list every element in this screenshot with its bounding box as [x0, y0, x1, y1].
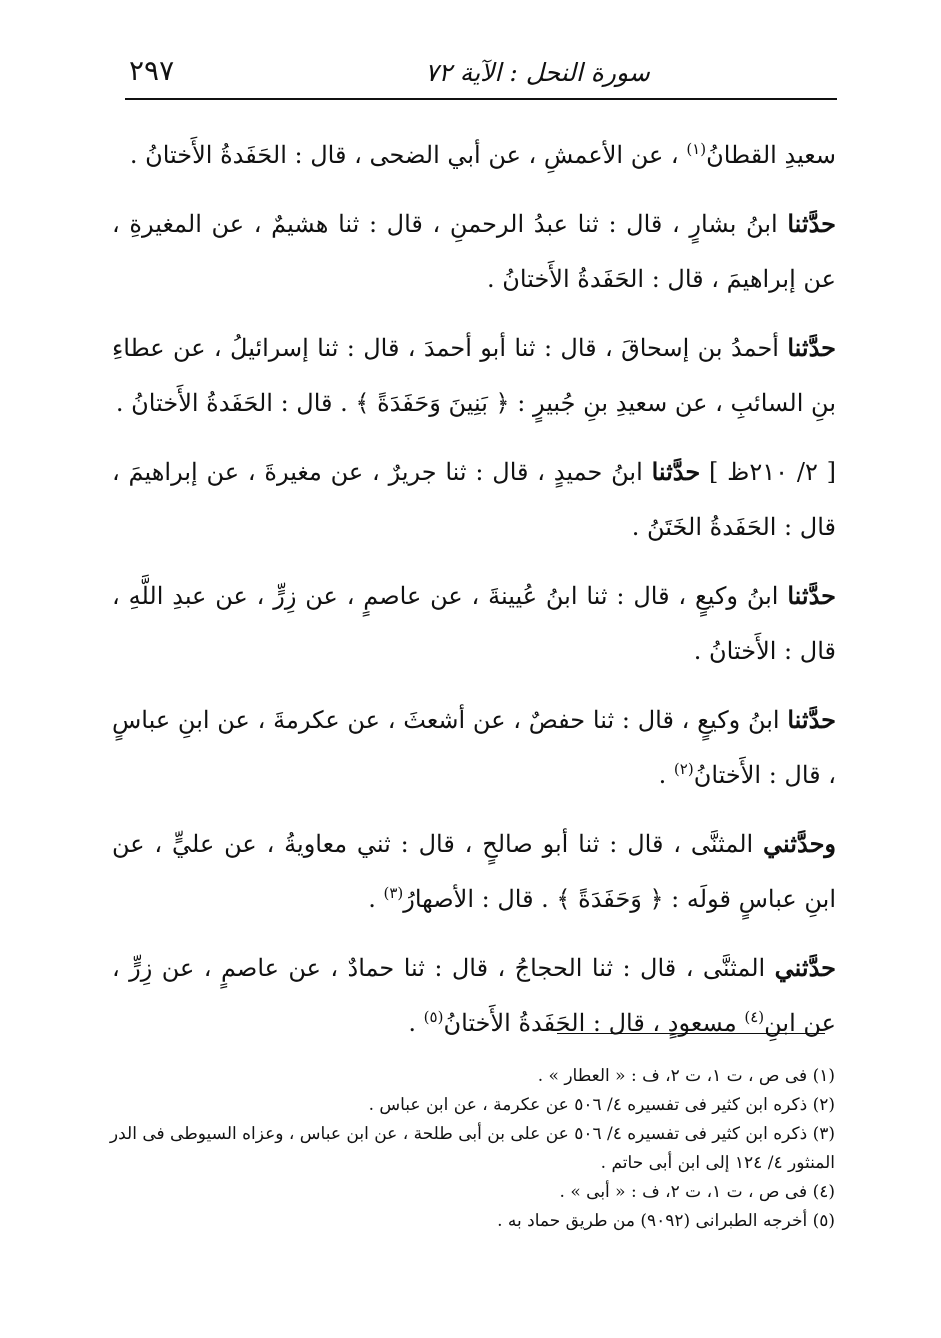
paragraph-4 — [112, 444, 836, 555]
footnote-ref: (٥) — [423, 1008, 444, 1026]
paragraph-tail: . — [368, 885, 384, 913]
paragraph-text: ابنُ وكيعٍ ، قال : ثنا حفصٌ ، عن أشعثَ ، عن عكرمةَ ، عن ابنِ عباسٍ ، قال : الأَختانُ — [112, 706, 836, 789]
paragraph-5 — [112, 568, 836, 679]
footnote-ref: (٤) — [744, 1008, 765, 1026]
isnad-lead: حدَّثنا — [787, 209, 836, 238]
paragraph-tail: . — [408, 1009, 424, 1037]
paragraph-tail: . — [658, 761, 674, 789]
paragraph-text: المثنَّى ، قال : ثنا الحجاجُ ، قال : ثنا حمادٌ ، عن عاصمٍ ، عن زِرٍّ ، عن ابنِ — [112, 954, 836, 1037]
isnad-lead: حدَّثنا — [787, 581, 836, 610]
page-header — [125, 52, 837, 100]
header-divider — [125, 98, 837, 100]
isnad-lead: حدَّثنا — [787, 705, 837, 734]
footnote-divider — [557, 1033, 825, 1034]
paragraph-tail: ، عن الأعمشِ ، عن أبي الضحى ، قال : الحَفَدةُ الأَختانُ . — [129, 141, 687, 169]
running-title: سورة النحل : الآية ٧٢ — [425, 58, 650, 87]
page-number: ٢٩٧ — [129, 54, 175, 87]
paragraph-text: ابنُ وكيعٍ ، قال : ثنا ابنُ عُيينةَ ، عن عاصمٍ ، عن زِرٍّ ، عن عبدِ اللَّهِ ، قال : الأَختانُ . — [112, 582, 836, 665]
footnote-ref: (٣) — [383, 884, 404, 902]
footnote-5: (٥) أخرجه الطبرانى (٩٠٩٢) من طريق حماد به . — [497, 1211, 835, 1231]
manuscript-ref: [ ٢/ ٢١٠ظ ] — [700, 458, 836, 486]
paragraph-3 — [112, 320, 836, 431]
paragraph-text: المثنَّى ، قال : ثنا أبو صالحٍ ، قال : ثني معاويةُ ، عن عليٍّ ، عن ابنِ عباسٍ قولَه : ﴿ وَحَفَدَةً ﴾ . قال : الأصهارُ — [112, 830, 836, 913]
isnad-lead: حدَّثنا — [787, 333, 836, 362]
paragraph-text: ابنُ حميدٍ ، قال : ثنا جريرٌ ، عن مغيرةَ ، عن إبراهيمَ ، قال : الحَفَدةُ الخَتَنُ . — [112, 458, 836, 541]
paragraph-1 — [112, 128, 836, 183]
paragraph-text: أحمدُ بن إسحاقَ ، قال : ثنا أبو أحمدَ ، قال : ثنا إسرائيلُ ، عن عطاءِ بنِ السائبِ ، عن سعيدِ بنِ جُبيرٍ : ﴿ بَنِينَ وَحَفَدَةً ﴾ . قال : الحَفَدةُ الأَختانُ . — [112, 334, 836, 417]
footnote-2: (٢) ذكره ابن كثير فى تفسيره ٤/ ٥٠٦ عن عكرمة ، عن ابن عباس . — [368, 1095, 835, 1115]
main-text — [112, 128, 836, 1064]
footnote-4: (٤) فى ص ، ت ١، ت ٢، ف : « أبى » . — [559, 1182, 835, 1202]
paragraph-text: سعيدِ القطانُ — [706, 141, 836, 169]
paragraph-6 — [112, 692, 836, 803]
footnote-ref: (٢) — [673, 760, 694, 778]
footnote-3: (٣) ذكره ابن كثير فى تفسيره ٤/ ٥٠٦ عن على بن أبى طلحة ، عن ابن عباس ، وعزاه السيوطى فى الدر المنثور ٤/ ١٢٤ إلى ابن أبى حاتم . — [109, 1124, 835, 1173]
paragraph-7 — [112, 816, 836, 927]
footnotes — [105, 1062, 835, 1236]
isnad-lead: حدَّثني — [774, 953, 836, 982]
isnad-lead: حدَّثنا — [651, 457, 701, 486]
footnote-1: (١) فى ص ، ت ١، ت ٢، ف : « العطار » . — [537, 1066, 835, 1086]
paragraph-2 — [112, 196, 836, 307]
paragraph-8 — [112, 940, 836, 1051]
isnad-lead: وحدَّثني — [763, 829, 836, 858]
paragraph-text: ابنُ بشارٍ ، قال : ثنا عبدُ الرحمنِ ، قال : ثنا هشيمٌ ، عن المغيرةِ ، عن إبراهيمَ ، قال : الحَفَدةُ الأَختانُ . — [112, 210, 836, 293]
paragraph-tail: مسعودٍ ، قال : الحَفَدةُ الأَختانُ — [443, 1009, 745, 1037]
footnote-ref: (١) — [686, 140, 707, 158]
